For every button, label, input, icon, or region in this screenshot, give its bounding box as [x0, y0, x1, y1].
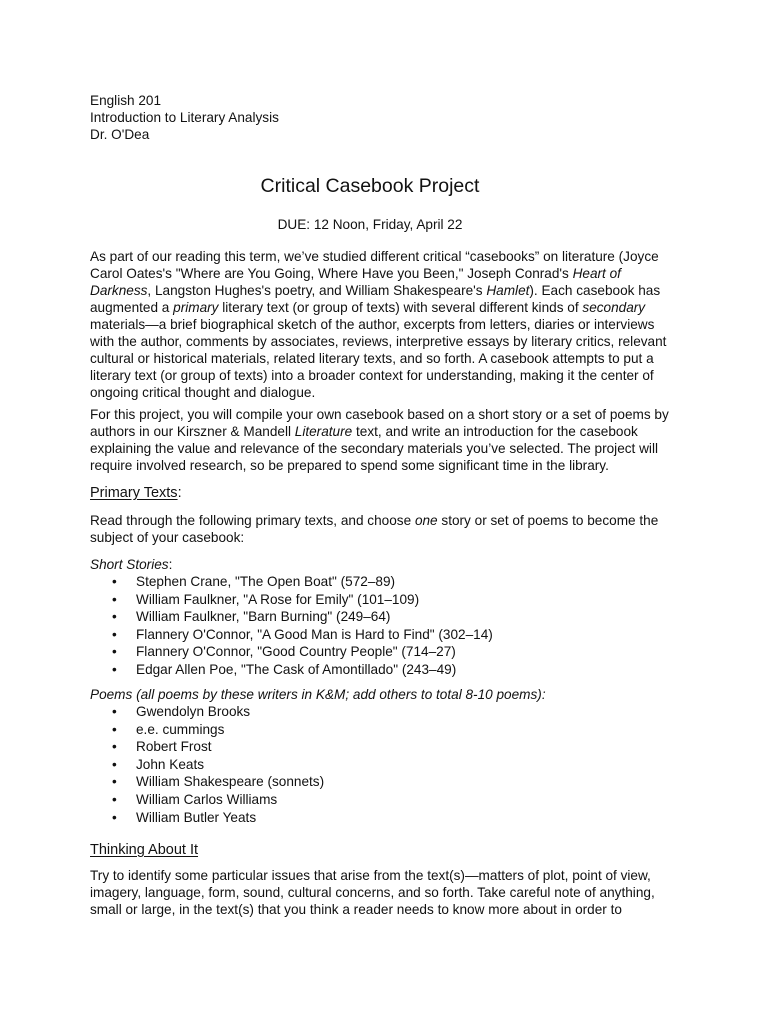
bullet-icon: • [112, 574, 117, 589]
bullet-icon: • [112, 644, 117, 660]
due-date: DUE: 12 Noon, Friday, April 22 [277, 217, 463, 232]
list-item [90, 721, 324, 739]
text-span: For this project, you will compile your own casebook based on a short story or a set of poems by authors in our Kirszner & Mandell [90, 407, 669, 439]
thinking-about-it-heading: Thinking About It [90, 842, 199, 858]
list-item [90, 809, 324, 827]
label-text: Short Stories [90, 557, 169, 572]
text-span: literary text (or group of texts) with several different kinds of [218, 300, 583, 315]
italic-span: one [414, 513, 438, 528]
bullet-icon: • [112, 626, 117, 642]
list-item-text: Edgar Allen Poe, "The Cask of Amontillado" (243–49) [136, 661, 457, 677]
list-item-text: Gwendolyn Brooks [136, 704, 251, 719]
primary-texts-paragraph [90, 512, 680, 546]
bullet-icon: • [112, 721, 117, 737]
list-item [90, 626, 493, 644]
primary-texts-heading [90, 485, 182, 502]
course-title: Introduction to Literary Analysis [90, 110, 279, 125]
list-item [90, 703, 324, 721]
list-item [90, 591, 493, 609]
italic-span: primary [173, 300, 219, 315]
bullet-icon: • [112, 591, 117, 607]
poems-list [90, 703, 324, 826]
list-item [90, 643, 493, 661]
bullet-icon: • [112, 609, 117, 625]
text-span: materials—a brief biographical sketch of the author, excerpts from letters, diaries or interviews with the author, comments by associates, reviews, interpretive essays by literary critics, relevant cultural or historical materials, related literary texts, and so forth. A casebook attempts to put a literary text (or group of texts) into a broader context for understanding, making it the center of ongoing critical thought and dialogue. [90, 317, 667, 400]
list-item [90, 773, 324, 791]
instructor-name: Dr. O'Dea [90, 127, 150, 142]
italic-span: secondary [582, 300, 646, 315]
list-item-text: Robert Frost [136, 739, 212, 755]
italic-span: Literature [294, 424, 353, 439]
list-item [90, 661, 493, 679]
italic-span: Hamlet [486, 283, 530, 298]
bullet-icon: • [112, 661, 117, 677]
italic-span: Heart of Darkness [90, 266, 621, 298]
list-item [90, 791, 324, 809]
course-header [90, 92, 279, 143]
list-item [90, 608, 493, 626]
list-item-text: William Faulkner, "A Rose for Emily" (101–109) [136, 591, 420, 607]
text-span: ). Each casebook has augmented a [90, 283, 661, 315]
document-title: Critical Casebook Project [260, 175, 480, 197]
thinking-paragraph: Try to identify some particular issues that arise from the text(s)—matters of plot, point of view, imagery, language, form, sound, cultural concerns, and so forth. Take careful note of anything, small or large, in the text(s) that you think a reader needs to know more about in order to [90, 868, 655, 917]
text-span: text, and write an introduction for the casebook explaining the value and relevance of the secondary materials you’ve selected. The project will require involved research, so be prepared to spend some significant time in the library. [90, 424, 658, 473]
list-item-text: e.e. cummings [136, 721, 225, 737]
poems-label: Poems (all poems by these writers in K&M; add others to total 8-10 poems): [90, 687, 546, 702]
list-item [90, 573, 493, 591]
list-item-text: Flannery O'Connor, "A Good Man is Hard to Find" (302–14) [136, 626, 493, 642]
heading-text: Primary Texts [90, 485, 178, 501]
text-span: , Langston Hughes's poetry, and William Shakespeare's [147, 283, 487, 298]
bullet-icon: • [112, 791, 117, 807]
list-item-text: Flannery O'Connor, "Good Country People" (714–27) [136, 644, 456, 660]
course-number: English 201 [90, 93, 162, 108]
project-paragraph [90, 406, 680, 474]
heading-colon: : [177, 485, 182, 501]
bullet-icon: • [112, 704, 117, 719]
text-span: Read through the following primary texts, and choose [90, 513, 415, 528]
bullet-icon: • [112, 809, 117, 825]
intro-paragraph [90, 248, 680, 401]
list-item-text: William Carlos Williams [136, 791, 278, 807]
short-stories-label [90, 556, 172, 573]
text-span: As part of our reading this term, we’ve studied different critical “casebooks” on literature (Joyce Carol Oates's "Where are You Going, Where Have you Been," Joseph Conrad's [90, 249, 659, 281]
label-colon: : [168, 557, 173, 572]
bullet-icon: • [112, 756, 117, 772]
bullet-icon: • [112, 739, 117, 755]
list-item [90, 738, 324, 756]
short-stories-list [90, 573, 493, 679]
list-item-text: William Shakespeare (sonnets) [136, 774, 325, 790]
bullet-icon: • [112, 774, 117, 790]
list-item-text: William Faulkner, "Barn Burning" (249–64) [136, 609, 391, 625]
list-item [90, 756, 324, 774]
text-span: story or set of poems to become the subject of your casebook: [90, 513, 659, 545]
list-item-text: Stephen Crane, "The Open Boat" (572–89) [136, 574, 396, 589]
list-item-text: William Butler Yeats [136, 809, 257, 825]
list-item-text: John Keats [136, 756, 205, 772]
